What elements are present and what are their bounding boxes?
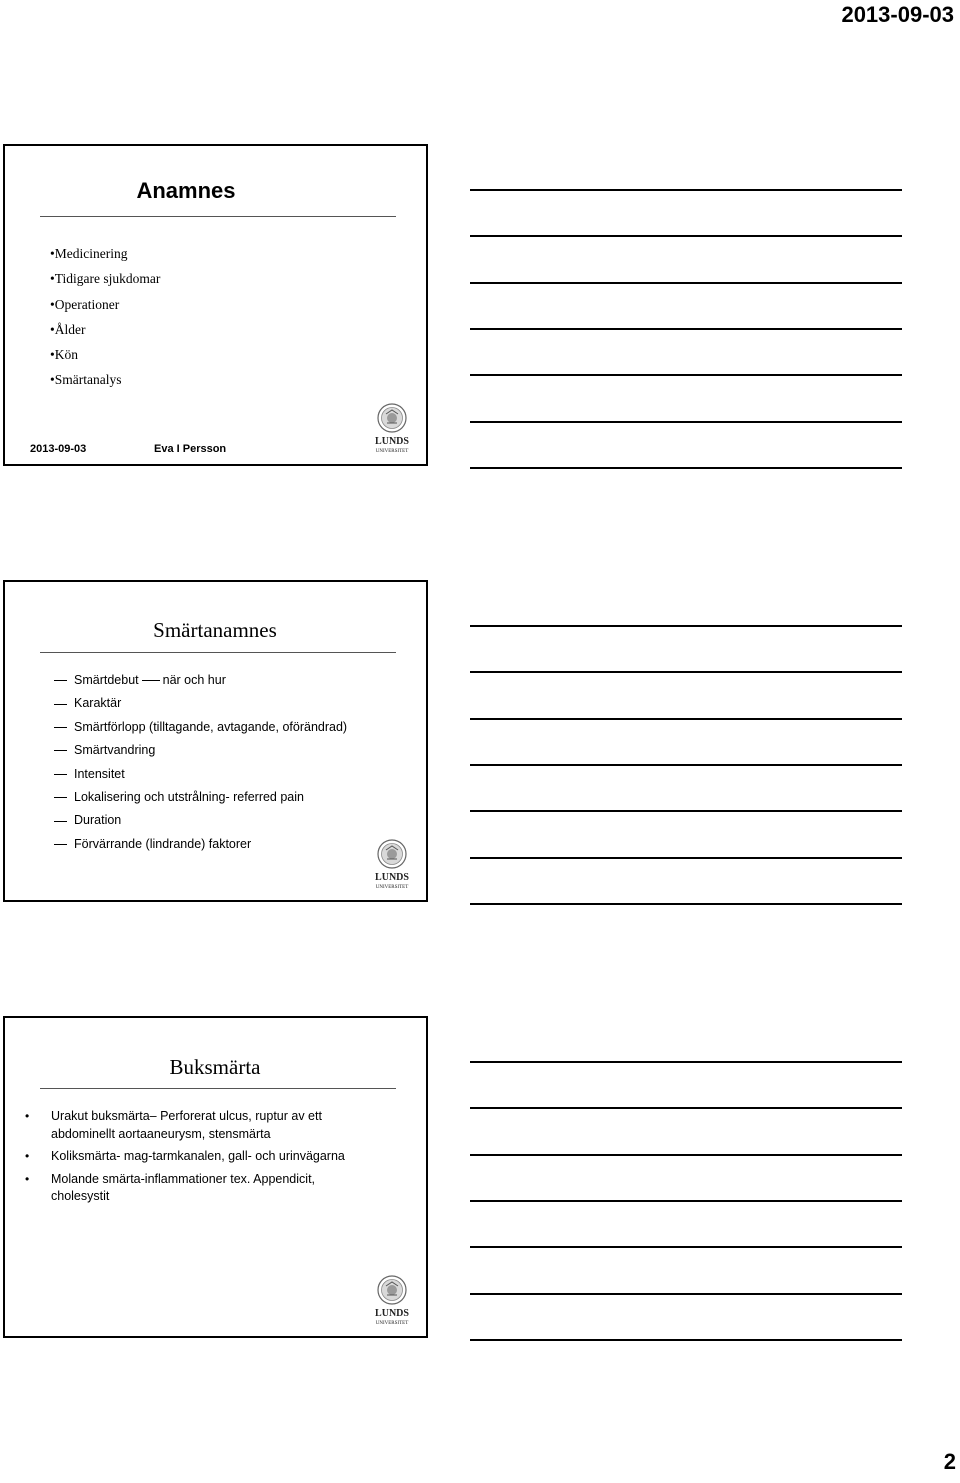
list-item: • Operationer (50, 292, 160, 317)
logo-subtext: UNIVERSITET (375, 885, 409, 890)
note-line (470, 625, 902, 627)
list-item: • Urakut buksmärta– Perforerat ulcus, ruptur av ett abdominellt aortaaneurysm, stensmärta (25, 1108, 375, 1143)
list-item-label: Duration (74, 813, 122, 828)
list-item-label: Förvärrande (lindrande) faktorer (74, 836, 252, 851)
note-line (470, 374, 902, 376)
list-item (54, 833, 347, 856)
list-item-label: Smärtvandring (74, 743, 156, 758)
lunds-universitet-logo (372, 838, 412, 892)
note-line (470, 1339, 902, 1341)
bullet-list (50, 241, 160, 393)
dash-marker (54, 704, 67, 705)
list-item (54, 809, 347, 832)
dash-marker (54, 797, 67, 798)
note-line (470, 1246, 902, 1248)
bullet-list (25, 1108, 375, 1211)
note-line (470, 421, 902, 423)
dash-marker (54, 844, 67, 845)
logo-text: LUNDS (375, 872, 409, 883)
title-divider (40, 652, 396, 653)
list-item: • Kön (50, 342, 160, 367)
dash-list (54, 669, 347, 856)
slide-smartanamnes (3, 580, 428, 902)
page-number: 2 (943, 1449, 956, 1474)
dash-marker (54, 750, 67, 751)
list-item-label: när och hur (162, 673, 226, 687)
list-item-label: Intensitet (74, 766, 125, 781)
slide-footer-date: 2013-09-03 (30, 443, 87, 455)
slide-title: Buksmärta (169, 1055, 261, 1079)
list-item (54, 692, 347, 715)
list-item (54, 716, 347, 739)
note-line (470, 235, 902, 237)
list-item-label: Karaktär (74, 696, 122, 711)
list-item (54, 669, 347, 692)
logo-subtext: UNIVERSITET (375, 1321, 409, 1326)
dash-marker (54, 821, 67, 822)
inline-dash (142, 680, 160, 681)
note-line (470, 764, 902, 766)
list-item (54, 786, 347, 809)
note-line (470, 467, 902, 469)
list-item: • Molande smärta-inflammationer tex. Appendicit, cholesystit (25, 1171, 375, 1206)
note-line (470, 1200, 902, 1202)
note-line (470, 718, 902, 720)
note-line (470, 857, 902, 859)
note-line (470, 1293, 902, 1295)
list-item: • Tidigare sjukdomar (50, 266, 160, 291)
note-line (470, 1061, 902, 1063)
note-line (470, 328, 902, 330)
slide-footer-author: Eva I Persson (154, 443, 227, 455)
logo-text: LUNDS (375, 1308, 409, 1319)
dash-marker (54, 727, 67, 728)
title-divider (40, 216, 396, 217)
list-item: • Smärtanalys (50, 367, 160, 392)
note-line (470, 1154, 902, 1156)
list-item: • Ålder (50, 317, 160, 342)
list-item (54, 763, 347, 786)
dash-marker (54, 680, 67, 681)
note-line (470, 189, 902, 191)
logo-text: LUNDS (375, 436, 409, 447)
lunds-universitet-logo (372, 1274, 412, 1328)
note-line (470, 810, 902, 812)
note-line (470, 282, 902, 284)
logo-subtext: UNIVERSITET (375, 449, 409, 454)
list-item: • Koliksmärta- mag-tarmkanalen, gall- och urinvägarna (25, 1148, 375, 1166)
list-item-label: Smärtförlopp (tilltagande, avtagande, oförändrad) (74, 719, 348, 734)
note-line (470, 903, 902, 905)
dash-marker (54, 774, 67, 775)
slide-title: Anamnes (136, 178, 236, 203)
note-line (470, 671, 902, 673)
lunds-universitet-logo (372, 402, 412, 456)
list-item (54, 739, 347, 762)
note-line (470, 1107, 902, 1109)
page-date: 2013-09-03 (841, 2, 954, 27)
list-item-label: Smärtdebut (74, 673, 139, 687)
slide-anamnes (3, 144, 428, 466)
list-item: • Medicinering (50, 241, 160, 266)
list-item-label: Lokalisering och utstrålning- referred pain (74, 789, 304, 804)
slide-title: Smärtanamnes (153, 618, 277, 642)
title-divider (40, 1088, 396, 1089)
slide-buksmarta (3, 1016, 428, 1338)
